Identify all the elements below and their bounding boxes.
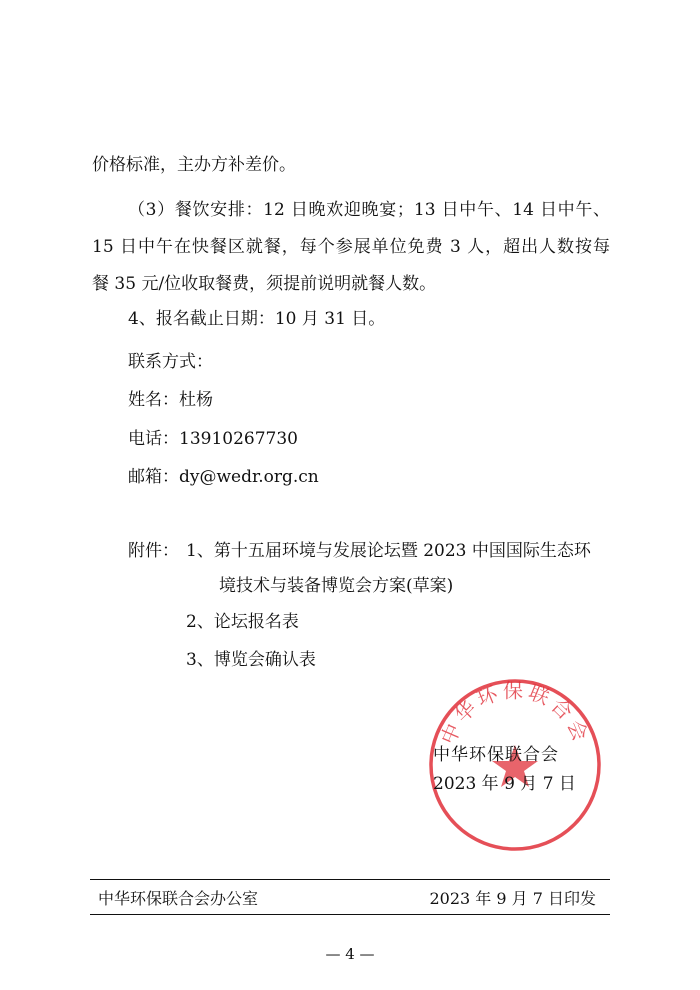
attachment-item: 境技术与装备博览会方案(草案) — [219, 576, 454, 596]
contact-heading: 联系方式： — [128, 352, 213, 372]
body-line: 价格标准，主办方补差价。 — [92, 155, 296, 175]
attachment-item: 3、博览会确认表 — [186, 650, 316, 670]
footer-bottom-rule — [90, 914, 610, 915]
footer-top-rule — [90, 879, 610, 880]
footer-issue-date: 2023 年 9 月 7 日印发 — [429, 889, 596, 908]
attachment-item: 1、第十五届环境与发展论坛暨 2023 中国国际生态环 — [186, 541, 591, 561]
attachment-item: 2、论坛报名表 — [186, 612, 299, 632]
svg-text:中华环保联合会 — [436, 678, 594, 747]
contact-phone: 电话：13910267730 — [128, 429, 298, 449]
signature-date: 2023 年 9 月 7 日 — [433, 774, 576, 794]
body-line: （3）餐饮安排：12 日晚欢迎晚宴；13 日中午、14 日中午、 — [128, 200, 610, 220]
attachments-label: 附件： — [128, 541, 179, 561]
contact-email: 邮箱：dy@wedr.org.cn — [128, 467, 319, 487]
page-number: — 4 — — [325, 945, 375, 963]
body-line: 15 日中午在快餐区就餐，每个参展单位免费 3 人，超出人数按每 — [92, 237, 610, 257]
body-line: 4、报名截止日期：10 月 31 日。 — [128, 309, 386, 329]
body-line: 餐 35 元/位收取餐费，须提前说明就餐人数。 — [92, 274, 437, 294]
contact-name: 姓名：杜杨 — [128, 390, 213, 410]
seal-text: 中华环保联合会 — [435, 678, 595, 748]
signature-org: 中华环保联合会 — [433, 745, 559, 765]
footer-issuer: 中华环保联合会办公室 — [98, 889, 259, 908]
